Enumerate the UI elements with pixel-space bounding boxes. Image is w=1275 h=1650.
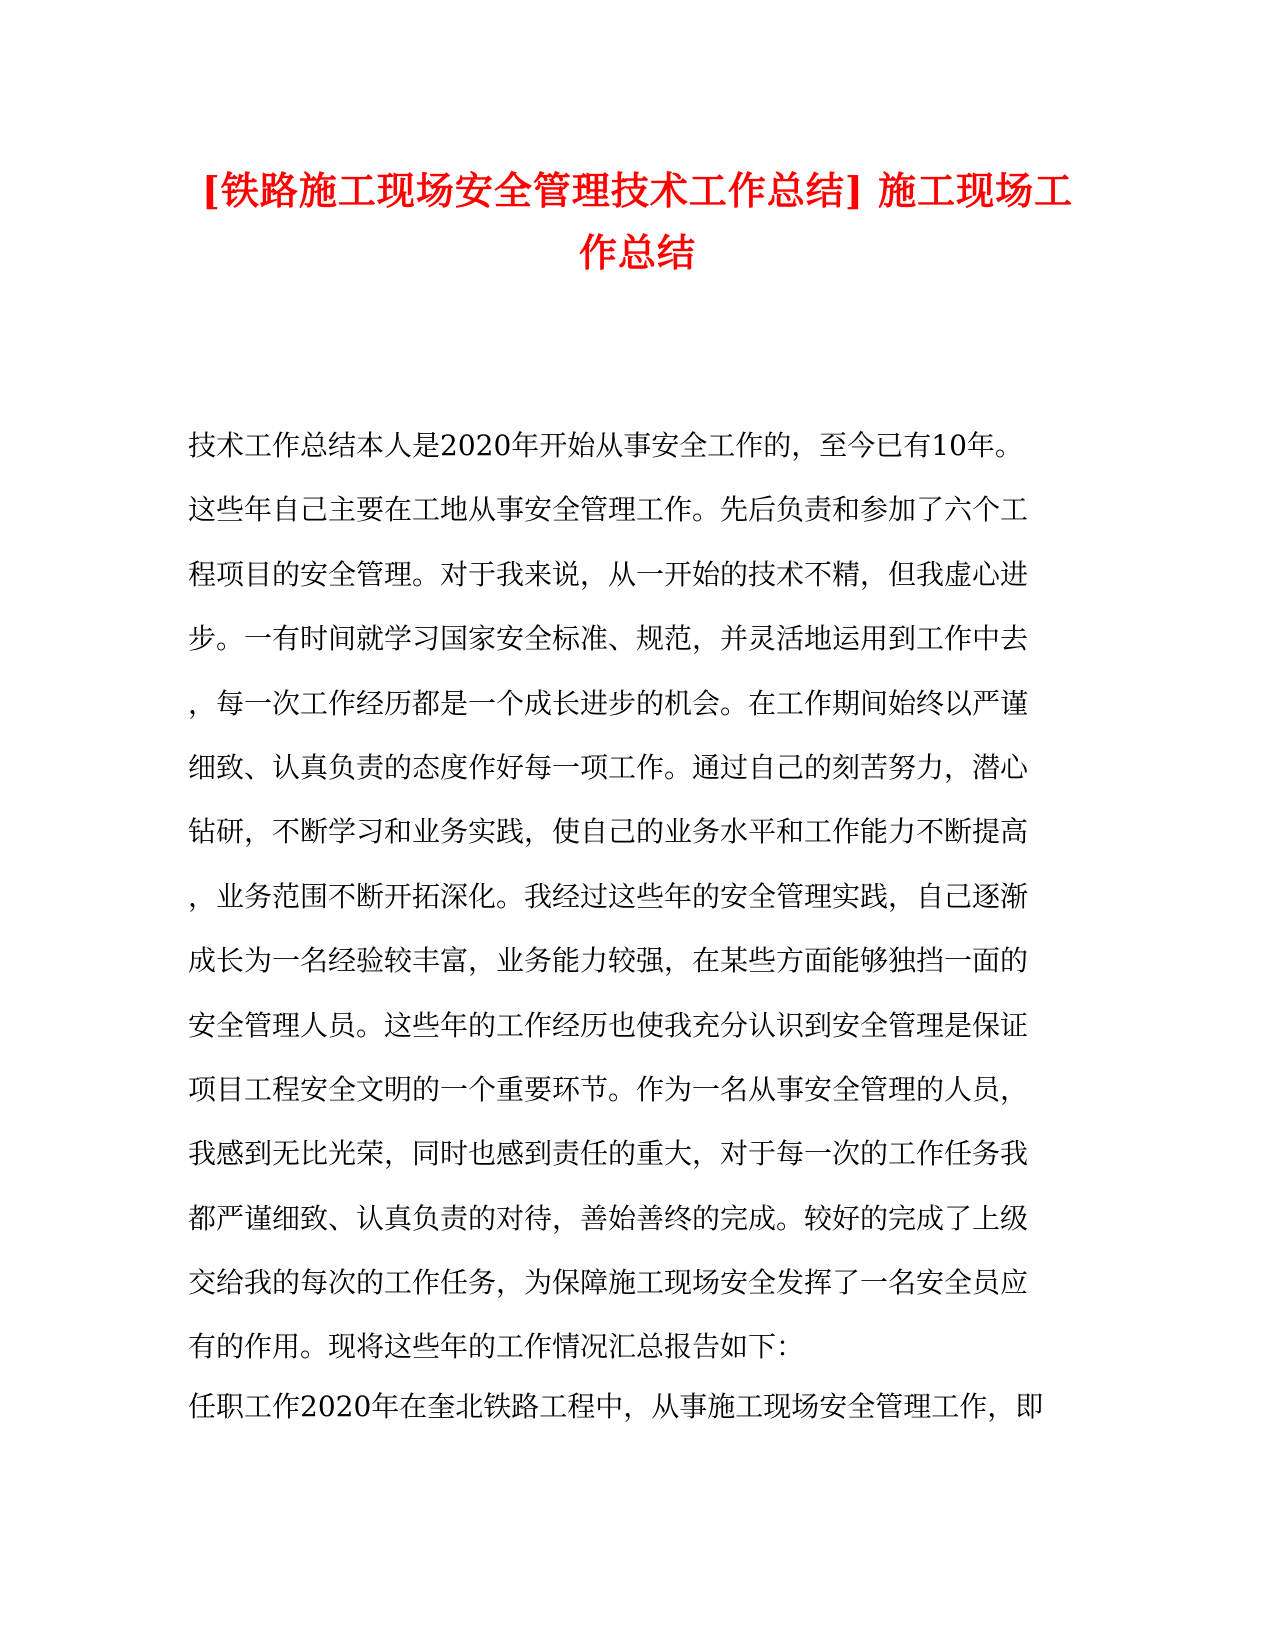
text-line: 任职工作2020年在奎北铁路工程中，从事施工现场安全管理工作，即 [188, 1390, 1044, 1424]
text-line: 这些年自己主要在工地从事安全管理工作。先后负责和参加了六个工 [188, 493, 1029, 527]
text-line: 安全管理人员。这些年的工作经历也使我充分认识到安全管理是保证 [188, 1008, 1029, 1042]
text-line: 步。一有时间就学习国家安全标准、规范，并灵活地运用到工作中去 [188, 622, 1029, 656]
paragraph-1 [188, 414, 1088, 1375]
text-line: 技术工作总结本人是2020年开始从事安全工作的，至今已有10年。 [188, 429, 1023, 462]
text-line: 都严谨细致、认真负责的对待，善始善终的完成。较好的完成了上级 [188, 1201, 1029, 1235]
document-body [188, 414, 1088, 1440]
title-line-1: [铁路施工现场安全管理技术工作总结] 施工现场工 [201, 168, 1074, 213]
text-line: 细致、认真负责的态度作好每一项工作。通过自己的刻苦努力，潜心 [188, 750, 1029, 784]
text-line: ，业务范围不断开拓深化。我经过这些年的安全管理实践，自己逐渐 [188, 879, 1029, 913]
text-line: ，每一次工作经历都是一个成长进步的机会。在工作期间始终以严谨 [188, 686, 1029, 720]
document-title [180, 160, 1095, 284]
text-line: 有的作用。现将这些年的工作情况汇总报告如下： [188, 1330, 805, 1364]
text-line: 成长为一名经验较丰富，业务能力较强，在某些方面能够独挡一面的 [188, 944, 1029, 978]
text-line: 程项目的安全管理。对于我来说，从一开始的技术不精，但我虚心进 [188, 557, 1029, 591]
text-line: 项目工程安全文明的一个重要环节。作为一名从事安全管理的人员， [188, 1072, 1029, 1106]
text-line: 交给我的每次的工作任务，为保障施工现场安全发挥了一名安全员应 [188, 1266, 1029, 1300]
text-line: 我感到无比光荣，同时也感到责任的重大，对于每一次的工作任务我 [188, 1137, 1029, 1171]
paragraph-2 [188, 1375, 1088, 1439]
title-line-2: 作总结 [578, 230, 696, 275]
text-line: 钻研，不断学习和业务实践，使自己的业务水平和工作能力不断提高 [188, 815, 1029, 849]
